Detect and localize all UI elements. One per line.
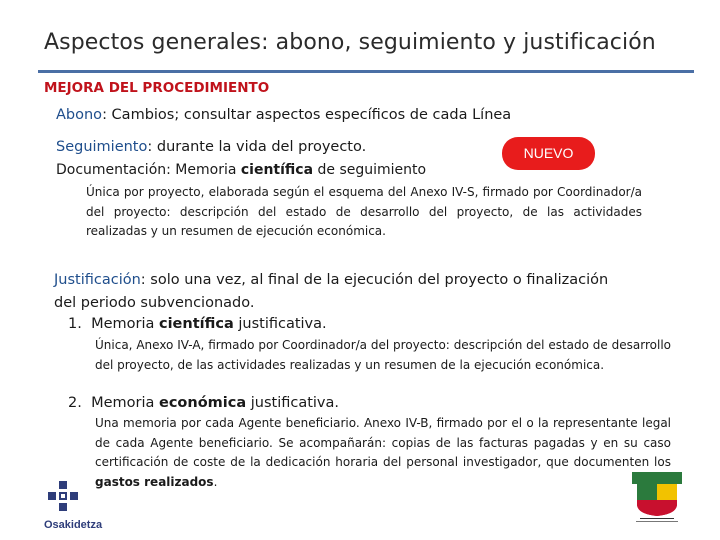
list-item-2-paragraph-main: Una memoria por cada Agente beneficiario. Anexo IV-B, firmado por el o la representante legal de cada Agente beneficiario. Se acompañarán: copias de las facturas pagadas y en su caso certificación de coste de la dedicación horaria del personal investigador, que documenten los (95, 416, 671, 469)
seguimiento-paragraph: Única por proyecto, elaborada según el esquema del Anexo IV-S, firmado por Coordinador/a del proyecto: descripción del estado de desarrollo del proyecto, de las actividades realizadas y un resumen de ejecución económica. (86, 185, 642, 238)
list-item-2-heading (68, 395, 339, 411)
abono-text: : Cambios; consultar aspectos específicos de cada Línea (102, 107, 512, 123)
list-item-2-suffix: justificativa. (246, 395, 340, 411)
seguimiento-line (56, 139, 366, 155)
list-item-2-number: 2. (68, 395, 82, 411)
list-item-2-paragraph-end: . (213, 474, 218, 489)
list-item-2-paragraph (95, 414, 671, 492)
seguimiento-text: : durante la vida del proyecto. (147, 139, 367, 155)
justificacion-term: Justificación (54, 272, 141, 288)
list-item-2-paragraph-bold: gastos realizados (95, 474, 214, 489)
list-item-2-bold: económica (158, 395, 247, 411)
justificacion-text-2: del periodo subvencionado. (54, 295, 255, 311)
abono-line (56, 107, 511, 123)
title-divider (38, 70, 694, 73)
osakidetza-logo-icon (48, 481, 78, 513)
slide-title: Aspectos generales: abono, seguimiento y justificación (44, 30, 656, 55)
list-item-2-prefix: Memoria (91, 395, 159, 411)
documentacion-bold: científica (240, 162, 314, 178)
justificacion-text: : solo una vez, al final de la ejecución del proyecto o finalización (140, 272, 609, 288)
list-item-1-bold: científica (158, 316, 234, 332)
abono-term: Abono (56, 107, 103, 123)
section-subheading: MEJORA DEL PROCEDIMIENTO (44, 80, 270, 96)
osakidetza-wordmark: Osakidetza (44, 519, 103, 531)
list-item-1-heading (68, 316, 327, 332)
basque-government-crest-icon (632, 472, 682, 524)
documentacion-line (56, 162, 426, 178)
list-item-1-suffix: justificativa. (233, 316, 327, 332)
list-item-1-number: 1. (68, 316, 82, 332)
seguimiento-term: Seguimiento (56, 139, 148, 155)
documentacion-prefix: Documentación: Memoria (56, 162, 241, 178)
list-item-1-prefix: Memoria (91, 316, 159, 332)
documentacion-suffix: de seguimiento (313, 162, 427, 178)
justificacion-line (54, 272, 608, 288)
nuevo-badge: NUEVO (502, 137, 595, 170)
list-item-1-paragraph: Única, Anexo IV-A, firmado por Coordinador/a del proyecto: descripción del estado de desarrollo del proyecto, de las actividades realizadas y un resumen de la ejecución económica. (95, 338, 671, 372)
